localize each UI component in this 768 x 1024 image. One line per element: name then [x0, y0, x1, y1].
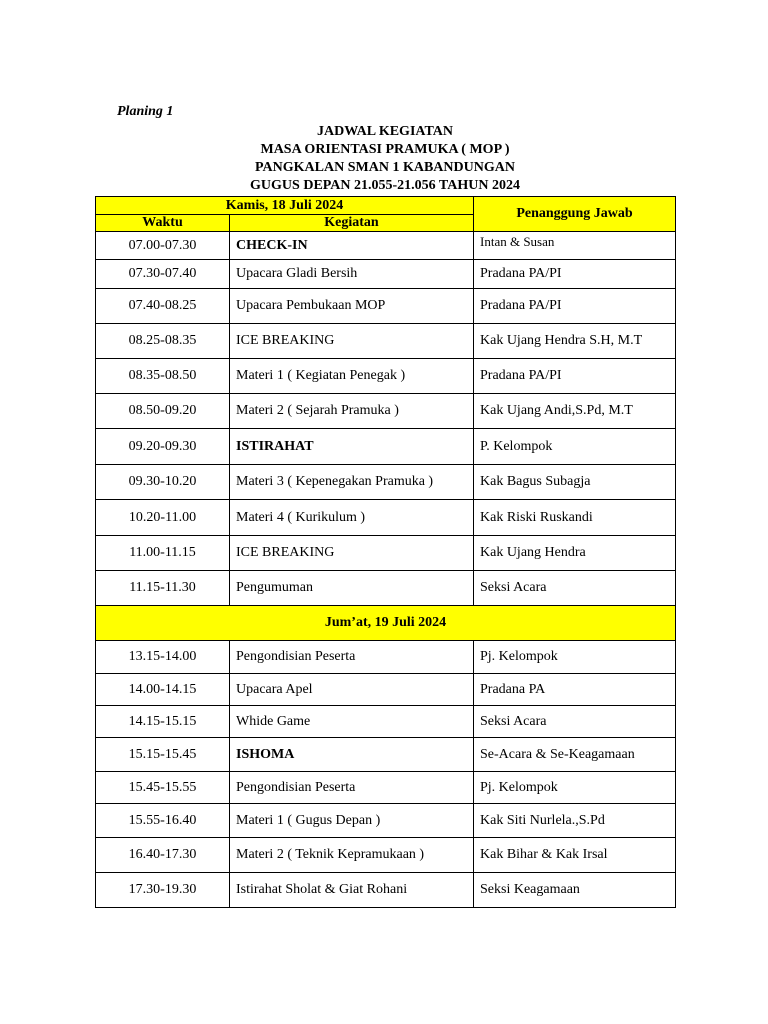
activity-cell: Materi 3 ( Kepenegakan Pramuka )	[230, 465, 474, 500]
activity-cell: Pengondisian Peserta	[230, 772, 474, 804]
time-cell: 15.15-15.45	[96, 738, 230, 772]
table-row	[96, 394, 676, 429]
day2-header: Jum’at, 19 Juli 2024	[96, 606, 676, 641]
time-cell: 16.40-17.30	[96, 838, 230, 873]
activity-cell: ICE BREAKING	[230, 324, 474, 359]
table-row	[96, 260, 676, 289]
document-title-block	[96, 123, 674, 195]
table-row	[96, 324, 676, 359]
table-row	[96, 738, 676, 772]
title-line-4: GUGUS DEPAN 21.055-21.056 TAHUN 2024	[250, 178, 520, 193]
time-cell: 10.20-11.00	[96, 500, 230, 536]
activity-cell: ISTIRAHAT	[230, 429, 474, 465]
activity-cell: Materi 2 ( Sejarah Pramuka )	[230, 394, 474, 429]
table-row	[96, 429, 676, 465]
time-cell: 11.00-11.15	[96, 536, 230, 571]
pic-cell: Pradana PA/PI	[474, 359, 676, 394]
time-cell: 08.35-08.50	[96, 359, 230, 394]
activity-cell: Pengondisian Peserta	[230, 641, 474, 674]
table-row	[96, 772, 676, 804]
table-row	[96, 706, 676, 738]
table-row	[96, 804, 676, 838]
pic-cell: Intan & Susan	[474, 232, 676, 260]
title-line-2: MASA ORIENTASI PRAMUKA ( MOP )	[260, 142, 510, 157]
activity-cell: Materi 4 ( Kurikulum )	[230, 500, 474, 536]
pic-cell: Pradana PA/PI	[474, 260, 676, 289]
waktu-header: Waktu	[96, 215, 230, 232]
table-row	[96, 536, 676, 571]
time-cell: 07.00-07.30	[96, 232, 230, 260]
activity-cell: Upacara Pembukaan MOP	[230, 289, 474, 324]
time-cell: 15.45-15.55	[96, 772, 230, 804]
pic-cell: Kak Bihar & Kak Irsal	[474, 838, 676, 873]
pic-cell: Kak Riski Ruskandi	[474, 500, 676, 536]
time-cell: 11.15-11.30	[96, 571, 230, 606]
pic-cell: Kak Ujang Hendra	[474, 536, 676, 571]
pic-cell: Pj. Kelompok	[474, 641, 676, 674]
planing-label: Planing 1	[117, 104, 174, 119]
time-cell: 09.20-09.30	[96, 429, 230, 465]
pic-cell: Kak Ujang Andi,S.Pd, M.T	[474, 394, 676, 429]
table-row	[96, 289, 676, 324]
time-cell: 13.15-14.00	[96, 641, 230, 674]
pic-cell: Kak Bagus Subagja	[474, 465, 676, 500]
time-cell: 07.40-08.25	[96, 289, 230, 324]
table-row	[96, 465, 676, 500]
schedule-table	[95, 196, 676, 908]
time-cell: 08.25-08.35	[96, 324, 230, 359]
pic-cell: Pj. Kelompok	[474, 772, 676, 804]
time-cell: 14.15-15.15	[96, 706, 230, 738]
table-row	[96, 500, 676, 536]
pic-cell: Pradana PA	[474, 674, 676, 706]
activity-cell: Materi 1 ( Kegiatan Penegak )	[230, 359, 474, 394]
pic-cell: Kak Ujang Hendra S.H, M.T	[474, 324, 676, 359]
title-line-1: JADWAL KEGIATAN	[316, 124, 453, 139]
pj-header: Penanggung Jawab	[474, 197, 676, 232]
pic-cell: Seksi Acara	[474, 571, 676, 606]
activity-cell: ICE BREAKING	[230, 536, 474, 571]
activity-cell: ISHOMA	[230, 738, 474, 772]
activity-cell: Istirahat Sholat & Giat Rohani	[230, 873, 474, 908]
pic-cell: Se-Acara & Se-Keagamaan	[474, 738, 676, 772]
activity-cell: CHECK-IN	[230, 232, 474, 260]
table-row	[96, 674, 676, 706]
table-row	[96, 641, 676, 674]
time-cell: 14.00-14.15	[96, 674, 230, 706]
table-row	[96, 838, 676, 873]
activity-cell: Upacara Gladi Bersih	[230, 260, 474, 289]
table-row	[96, 873, 676, 908]
title-line-3: PANGKALAN SMAN 1 KABANDUNGAN	[255, 160, 515, 175]
pic-cell: Kak Siti Nurlela.,S.Pd	[474, 804, 676, 838]
time-cell: 15.55-16.40	[96, 804, 230, 838]
activity-cell: Materi 2 ( Teknik Kepramukaan )	[230, 838, 474, 873]
table-row	[96, 232, 676, 260]
activity-cell: Materi 1 ( Gugus Depan )	[230, 804, 474, 838]
activity-cell: Upacara Apel	[230, 674, 474, 706]
day1-header: Kamis, 18 Juli 2024	[96, 197, 474, 215]
table-row	[96, 359, 676, 394]
pic-cell: Seksi Keagamaan	[474, 873, 676, 908]
day2-rows	[96, 641, 676, 908]
time-cell: 09.30-10.20	[96, 465, 230, 500]
pic-cell: Pradana PA/PI	[474, 289, 676, 324]
pic-cell: P. Kelompok	[474, 429, 676, 465]
time-cell: 07.30-07.40	[96, 260, 230, 289]
pic-cell: Seksi Acara	[474, 706, 676, 738]
activity-cell: Pengumuman	[230, 571, 474, 606]
time-cell: 17.30-19.30	[96, 873, 230, 908]
table-row	[96, 571, 676, 606]
day1-rows	[96, 232, 676, 606]
time-cell: 08.50-09.20	[96, 394, 230, 429]
kegiatan-header: Kegiatan	[230, 215, 474, 232]
activity-cell: Whide Game	[230, 706, 474, 738]
